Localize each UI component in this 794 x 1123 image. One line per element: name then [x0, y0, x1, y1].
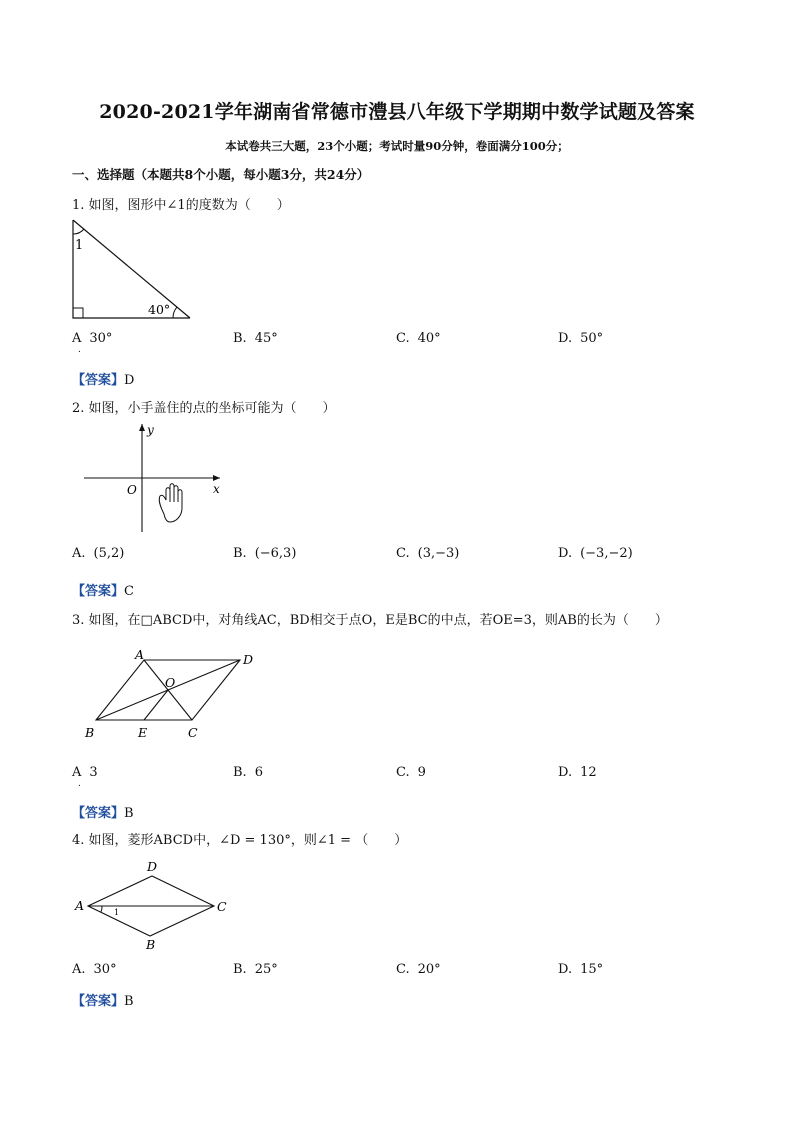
x-axis-label: x: [213, 482, 220, 496]
question-4-option-b[interactable]: B. 25°: [233, 962, 278, 977]
origin-label: O: [127, 483, 137, 497]
question-4-option-a[interactable]: A. 30°: [72, 962, 117, 977]
question-3-option-d[interactable]: D. 12: [558, 765, 597, 780]
point-label-e: E: [138, 725, 148, 740]
vertex-label-a: A: [75, 898, 85, 913]
option-a-dot-mark: .: [78, 779, 81, 789]
question-1-triangle-figure: [60, 214, 200, 324]
question-4-rhombus-figure: [72, 856, 242, 951]
question-2-option-a[interactable]: A. (5,2): [72, 546, 125, 561]
point-label-o: O: [165, 675, 176, 690]
question-2-option-d[interactable]: D. (−3,−2): [558, 546, 633, 561]
question-1-stem: 1. 如图，图形中∠1的度数为（ ）: [72, 198, 290, 213]
section-heading-multiple-choice: 一、选择题（本题共8个小题，每小题3分，共24分）: [72, 167, 370, 182]
question-1-option-a[interactable]: A 30°: [72, 331, 113, 346]
vertex-label-c: C: [188, 725, 198, 740]
question-3-parallelogram-figure: [80, 644, 270, 744]
question-2-option-c[interactable]: C. (3,−3): [396, 546, 460, 561]
question-1-answer: 【 答案 】 D: [72, 369, 134, 388]
question-3-option-c[interactable]: C. 9: [396, 765, 426, 780]
hand-icon: [159, 484, 182, 522]
vertex-label-b: B: [85, 725, 95, 740]
vertex-label-a: A: [135, 647, 145, 662]
vertex-label-d: D: [147, 859, 158, 874]
document-title: 2020-2021学年湖南省常德市澧县八年级下学期期中数学试题及答案: [99, 101, 695, 123]
question-2-answer: 【 答案 】 C: [72, 580, 134, 599]
question-2-option-b[interactable]: B. (−6,3): [233, 546, 297, 561]
question-3-stem: 3. 如图，在□ABCD中，对角线AC，BD相交于点O，E是BC的中点，若OE=3，则AB的长为（ ）: [72, 613, 668, 628]
question-3-answer: 【 答案 】 B: [72, 802, 134, 821]
vertex-label-d: D: [243, 652, 254, 667]
question-4-option-c[interactable]: C. 20°: [396, 962, 441, 977]
question-2-coordinate-figure: [80, 420, 230, 535]
question-1-angle-label: 1: [75, 238, 84, 253]
vertex-label-c: C: [217, 899, 227, 914]
angle-1-label: 1: [114, 908, 120, 917]
exam-instructions: 本试卷共三大题，23个小题；考试时量90分钟，卷面满分100分；: [225, 139, 569, 153]
option-a-dot-mark: .: [78, 345, 81, 355]
question-4-option-d[interactable]: D. 15°: [558, 962, 604, 977]
question-1-option-d[interactable]: D. 50°: [558, 331, 604, 346]
question-1-given-angle-label: 40°: [148, 302, 171, 317]
question-2-stem: 2. 如图，小手盖住的点的坐标可能为（ ）: [72, 401, 336, 416]
question-1-option-b[interactable]: B. 45°: [233, 331, 278, 346]
question-1-option-c[interactable]: C. 40°: [396, 331, 441, 346]
question-3-option-a[interactable]: A 3: [72, 765, 98, 780]
y-axis-label: y: [147, 423, 154, 437]
question-4-stem: 4. 如图，菱形ABCD中，∠D = 130°，则∠1 = （ ）: [72, 833, 408, 848]
question-4-answer: 【 答案 】 B: [72, 990, 134, 1009]
vertex-label-b: B: [146, 937, 156, 952]
question-3-option-b[interactable]: B. 6: [233, 765, 263, 780]
